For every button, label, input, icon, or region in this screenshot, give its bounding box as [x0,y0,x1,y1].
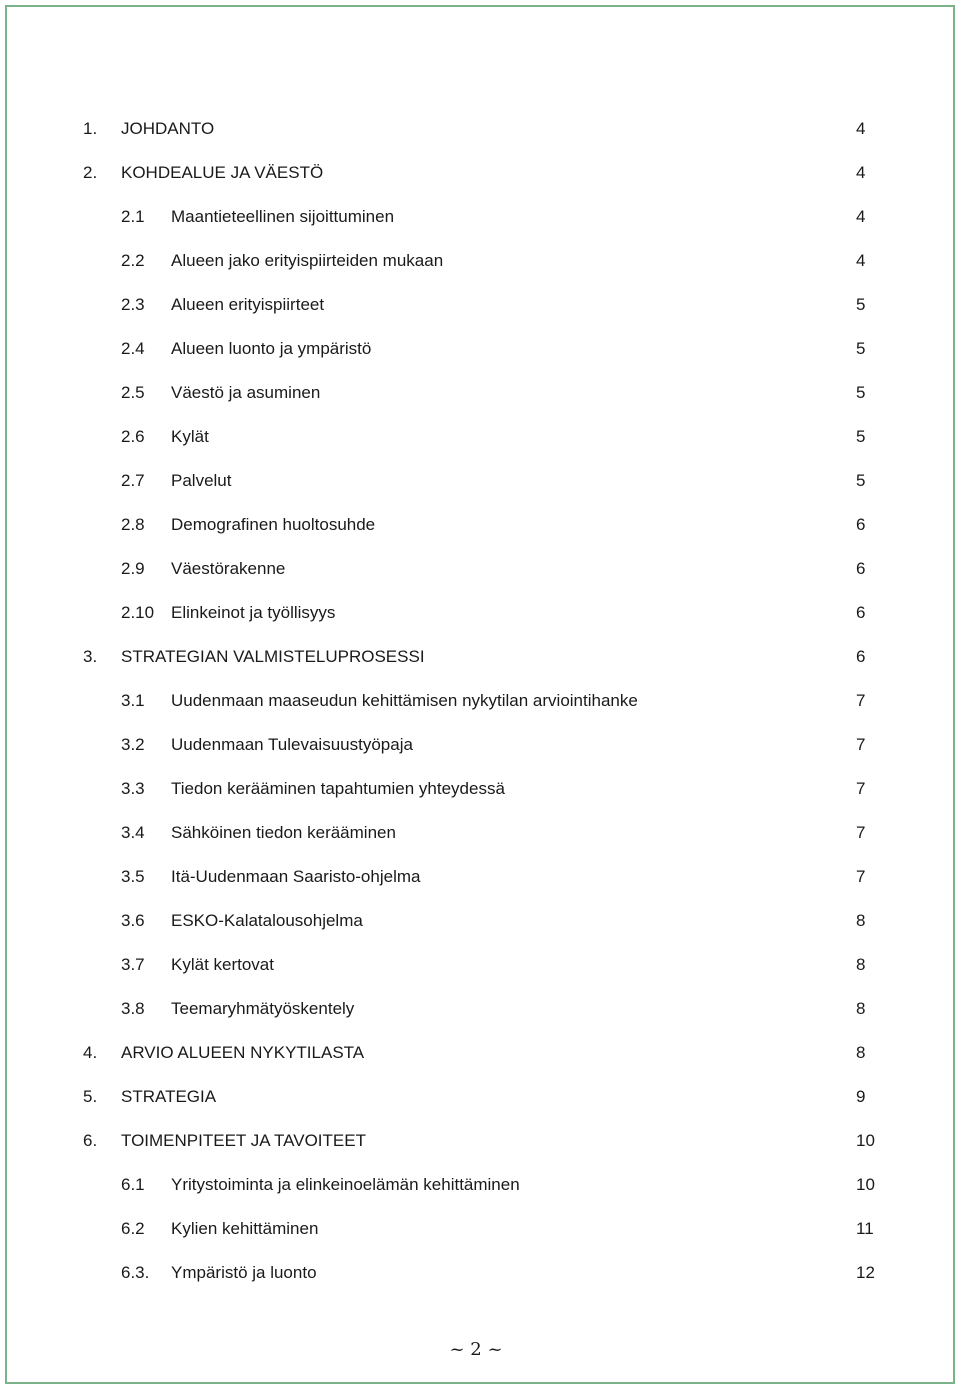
toc-entry-page: 11 [856,1219,874,1238]
toc-entry[interactable] [0,556,960,582]
toc-entry[interactable] [0,1260,960,1286]
toc-entry[interactable] [0,688,960,714]
toc-entry-number: 3.4 [121,823,145,842]
toc-entry-number: 1. [83,119,98,138]
toc-entry-number: 4. [83,1043,98,1062]
toc-entry-page: 4 [856,119,866,138]
toc-entry-number: 3.8 [121,999,145,1018]
toc-entry[interactable] [0,732,960,758]
toc-entry-title: ESKO-Kalatalousohjelma [171,911,363,930]
toc-entry[interactable] [0,116,960,142]
toc-entry-number: 6.1 [121,1175,145,1194]
toc-entry[interactable] [0,820,960,846]
toc-entry-page: 7 [856,735,866,754]
toc-entry-title: Tiedon kerääminen tapahtumien yhteydessä [171,779,505,798]
toc-entry[interactable] [0,1216,960,1242]
toc-entry-number: 5. [83,1087,98,1106]
toc-entry[interactable] [0,1128,960,1154]
toc-entry[interactable] [0,1040,960,1066]
toc-entry-title: Yritystoiminta ja elinkeinoelämän kehittäminen [171,1175,520,1194]
toc-entry-page: 5 [856,339,866,358]
toc-entry-number: 6.2 [121,1219,145,1238]
toc-entry-number: 2. [83,163,98,182]
toc-entry[interactable] [0,1172,960,1198]
toc-entry-page: 7 [856,691,866,710]
toc-entry-number: 2.7 [121,471,145,490]
toc-entry-number: 6. [83,1131,98,1150]
toc-entry[interactable] [0,424,960,450]
toc-entry-title: Demografinen huoltosuhde [171,515,376,534]
toc-entry-title: Palvelut [171,471,232,490]
toc-entry-page: 12 [856,1263,875,1282]
toc-entry-number: 2.1 [121,207,145,226]
toc-entry-number: 2.5 [121,383,145,402]
toc-entry-title: Itä-Uudenmaan Saaristo-ohjelma [171,867,421,886]
toc-entry-title: TOIMENPITEET JA TAVOITEET [121,1131,366,1150]
toc-entry-title: Ympäristö ja luonto [171,1263,317,1282]
toc-entry-number: 6.3. [121,1263,150,1282]
toc-entry-page: 5 [856,427,866,446]
toc-entry[interactable] [0,644,960,670]
toc-entry-page: 9 [856,1087,866,1106]
toc-entry-title: Alueen erityispiirteet [171,295,325,314]
toc-entry-title: KOHDEALUE JA VÄESTÖ [121,163,324,182]
toc-entry[interactable] [0,336,960,362]
toc-entry-title: Alueen jako erityispiirteiden mukaan [171,251,444,270]
toc-entry[interactable] [0,204,960,230]
toc-entry[interactable] [0,248,960,274]
toc-entry-page: 6 [856,515,866,534]
toc-entry-page: 7 [856,823,866,842]
toc-entry[interactable] [0,292,960,318]
toc-entry-title: Sähköinen tiedon kerääminen [171,823,396,842]
toc-entry-number: 3.5 [121,867,145,886]
toc-entry-page: 6 [856,647,866,666]
toc-entry[interactable] [0,512,960,538]
toc-entry[interactable] [0,864,960,890]
toc-entry-page: 8 [856,1043,866,1062]
toc-entry[interactable] [0,1084,960,1110]
toc-entry-number: 2.3 [121,295,145,314]
toc-entry-number: 2.10 [121,603,155,622]
toc-entry[interactable] [0,776,960,802]
toc-entry-page: 5 [856,295,866,314]
toc-entry-page: 6 [856,559,866,578]
toc-entry-number: 3.2 [121,735,145,754]
toc-entry-number: 3.7 [121,955,145,974]
toc-entry-title: Maantieteellinen sijoittuminen [171,207,395,226]
toc-entry-title: Uudenmaan Tulevaisuustyöpaja [171,735,413,754]
toc-entry-number: 2.2 [121,251,145,270]
toc-entry-page: 6 [856,603,866,622]
toc-entry-page: 10 [856,1175,875,1194]
toc-entry-number: 3. [83,647,98,666]
toc-entry-number: 3.3 [121,779,145,798]
toc-entry-title: STRATEGIAN VALMISTELUPROSESSI [121,647,425,666]
toc-entry[interactable] [0,468,960,494]
toc-entry-page: 10 [856,1131,875,1150]
toc-entry-number: 3.1 [121,691,145,710]
toc-entry-page: 4 [856,207,866,226]
toc-entry-title: Väestörakenne [171,559,286,578]
toc-entry-page: 8 [856,955,866,974]
toc-entry-page: 4 [856,163,866,182]
toc-entry-page: 5 [856,471,866,490]
toc-entry-page: 8 [856,999,866,1018]
toc-entry-title: Alueen luonto ja ympäristö [171,339,372,358]
toc-entry[interactable] [0,380,960,406]
toc-entry-number: 2.8 [121,515,145,534]
toc-entry-page: 7 [856,779,866,798]
toc-entry-page: 4 [856,251,866,270]
page-number: ~ 2 ~ [449,1339,503,1360]
toc-entry-title: JOHDANTO [121,119,215,138]
toc-entry-page: 8 [856,911,866,930]
toc-entry[interactable] [0,160,960,186]
toc-entry-number: 2.6 [121,427,145,446]
toc-entry-title: Uudenmaan maaseudun kehittämisen nykytilan arviointihanke [171,691,638,710]
toc-entry[interactable] [0,908,960,934]
toc-entry-title: Elinkeinot ja työllisyys [171,603,336,622]
toc-entry-title: Teemaryhmätyöskentely [171,999,355,1018]
toc-entry-number: 2.4 [121,339,145,358]
toc-entry-number: 2.9 [121,559,145,578]
toc-entry-title: Kylät kertovat [171,955,274,974]
toc-entry[interactable] [0,996,960,1022]
toc-entry[interactable] [0,952,960,978]
toc-entry-title: Kylät [171,427,209,446]
toc-entry-title: STRATEGIA [121,1087,217,1106]
toc-entry-page: 5 [856,383,866,402]
toc-entry-title: Kylien kehittäminen [171,1219,319,1238]
toc-entry-title: ARVIO ALUEEN NYKYTILASTA [121,1043,365,1062]
toc-entry-title: Väestö ja asuminen [171,383,321,402]
toc-entry[interactable] [0,600,960,626]
toc-entry-number: 3.6 [121,911,145,930]
toc-entry-page: 7 [856,867,866,886]
